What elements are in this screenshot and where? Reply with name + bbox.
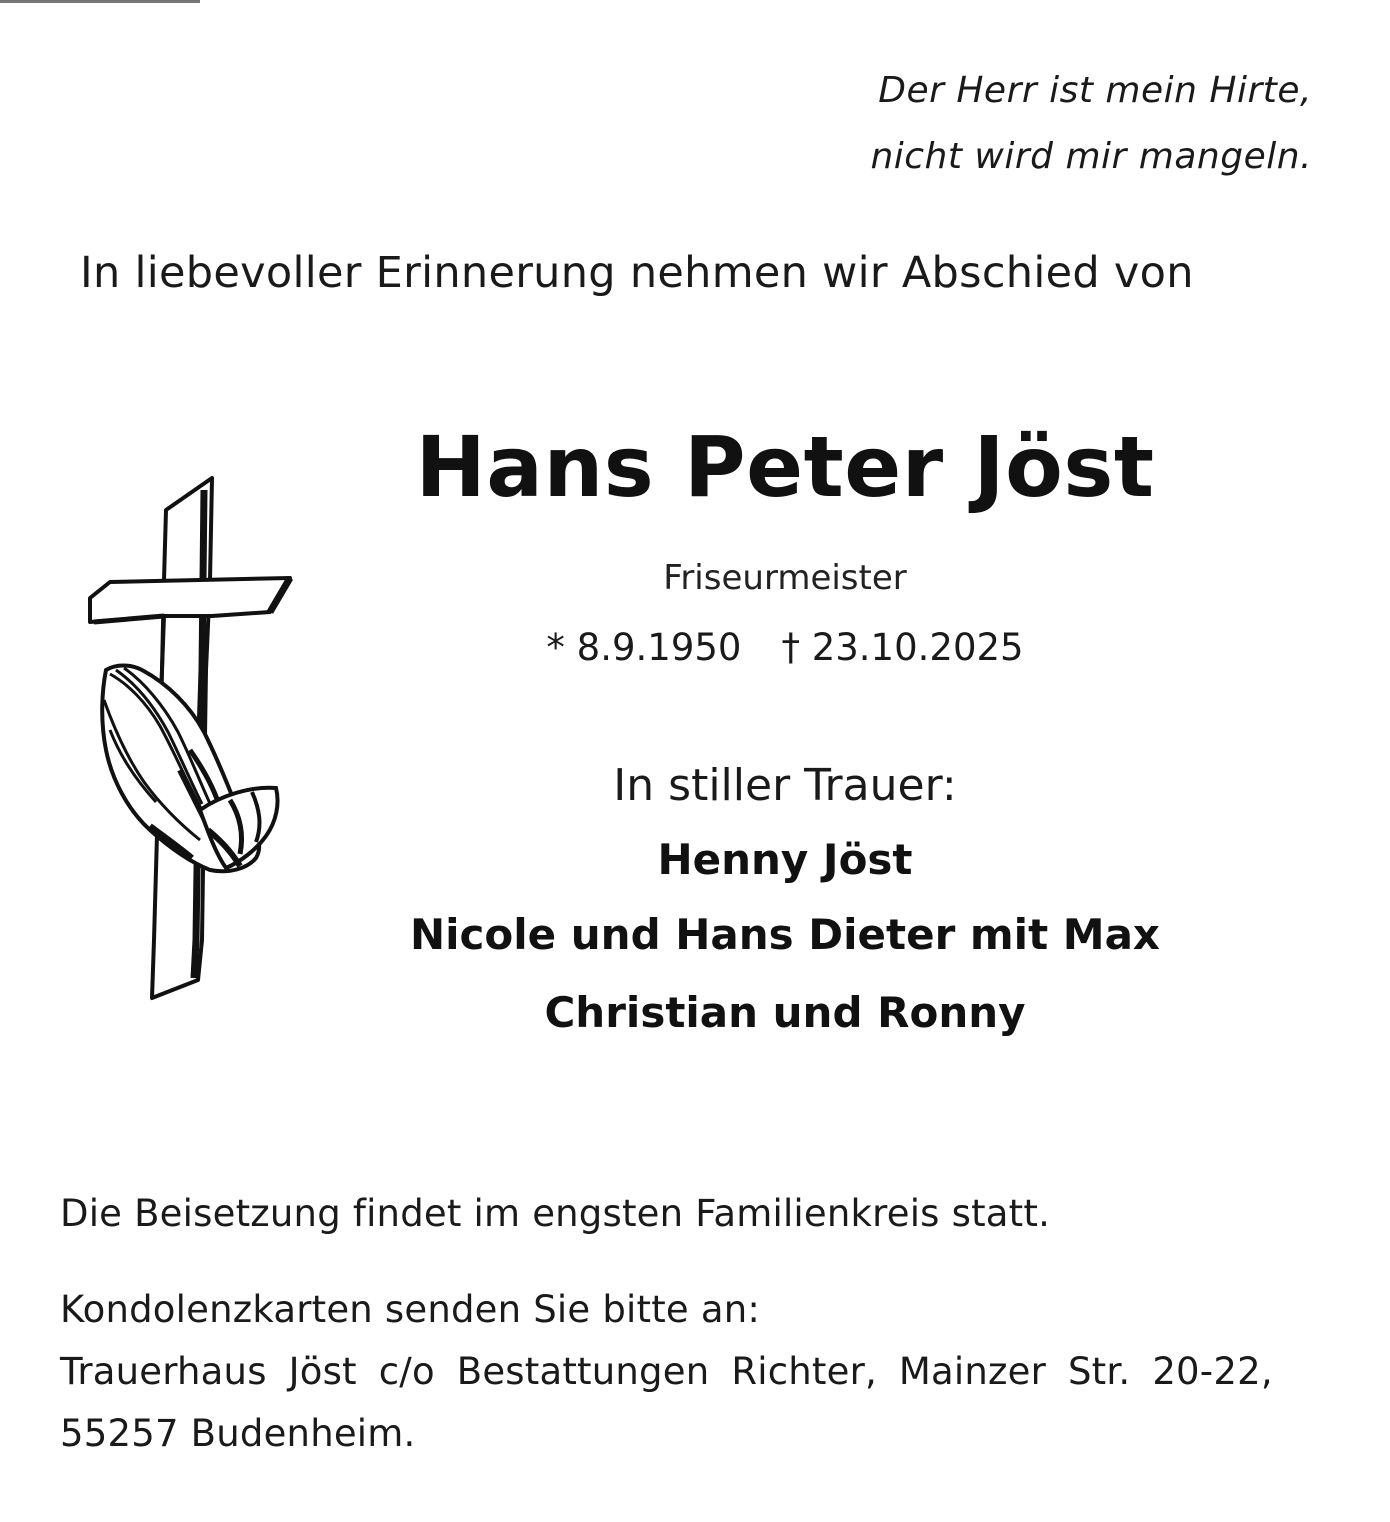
cross-with-praying-hands-icon	[80, 470, 300, 1010]
mourning-heading: In stiller Trauer:	[613, 760, 957, 811]
death-date: † 23.10.2025	[781, 626, 1024, 669]
address-line-1: Trauerhaus Jöst c/o Bestattungen Richter, Mainzer Str. 20-22,	[60, 1350, 1273, 1393]
birth-date: * 8.9.1950	[546, 626, 742, 669]
mourner-line: Nicole und Hans Dieter mit Max	[409, 910, 1161, 959]
psalm-line-2: nicht wird mir mangeln.	[870, 136, 1312, 177]
address-line-2: 55257 Budenheim.	[60, 1412, 416, 1455]
deceased-profession: Friseurmeister	[663, 558, 907, 598]
burial-notice: Die Beisetzung findet im engsten Familienkreis statt.	[60, 1192, 1051, 1235]
psalm-quote	[870, 58, 1312, 190]
condolence-notice: Kondolenzkarten senden Sie bitte an:	[60, 1288, 761, 1331]
top-edge-rule	[0, 0, 200, 3]
mourner-line: Henny Jöst	[657, 835, 913, 884]
mourner-line: Christian und Ronny	[544, 988, 1026, 1037]
life-dates	[380, 626, 1190, 669]
deceased-name: Hans Peter Jöst	[415, 418, 1155, 516]
intro-text: In liebevoller Erinnerung nehmen wir Abschied von	[80, 248, 1194, 298]
psalm-line-1: Der Herr ist mein Hirte,	[878, 70, 1312, 111]
